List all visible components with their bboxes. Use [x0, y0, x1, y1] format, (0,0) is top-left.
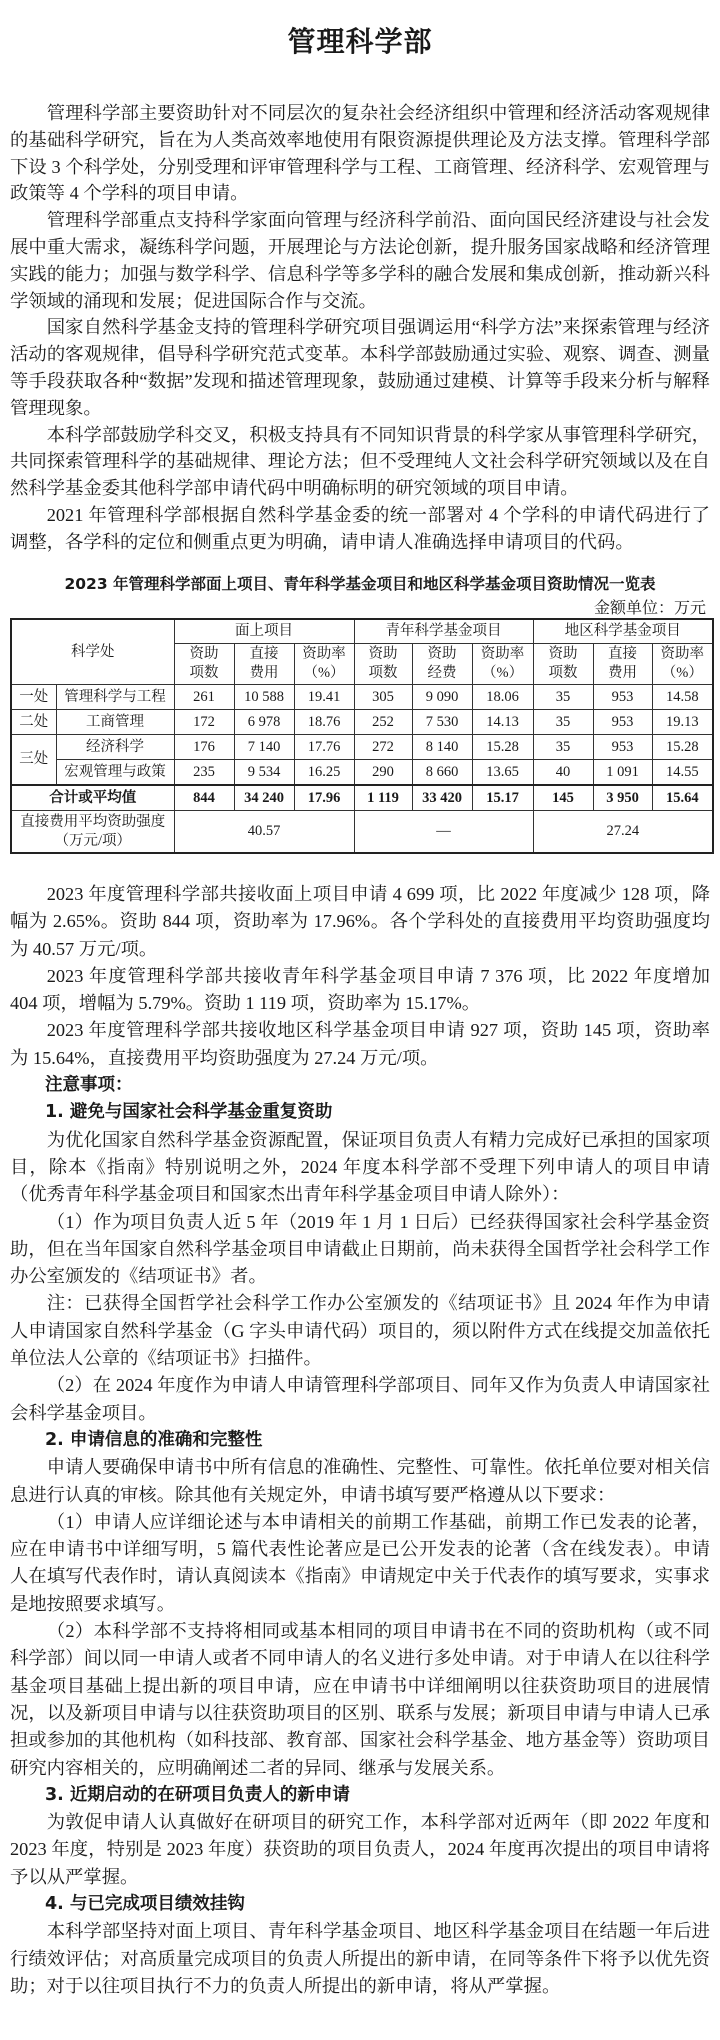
value-cell: 13.65: [472, 760, 533, 786]
total-cell: 17.96: [294, 785, 354, 811]
subheader-cell: 直接 费用: [593, 644, 652, 685]
intro-section: [10, 100, 710, 556]
total-cell: 34 240: [234, 785, 294, 811]
value-cell: 17.76: [294, 735, 354, 760]
body-paragraph: 注：已获得全国哲学社会科学工作办公室颁发的《结项证书》且 2024 年作为申请人申请国家自然科学基金（G 字头申请代码）项目的，须以附件方式在线提交加盖依托单位法人公章的《结项证书》扫描件。: [10, 1293, 710, 1369]
office-cell: 二处: [11, 710, 56, 735]
value-cell: 10 588: [234, 685, 294, 710]
value-cell: 18.76: [294, 710, 354, 735]
value-cell: 953: [593, 685, 652, 710]
value-cell: 35: [533, 735, 593, 760]
value-cell: 15.28: [652, 735, 713, 760]
value-cell: 19.13: [652, 710, 713, 735]
value-cell: 7 530: [412, 710, 472, 735]
table-total-row: [11, 785, 713, 811]
body-paragraph: 本科学部坚持对面上项目、青年科学基金项目、地区科学基金项目在结题一年后进行绩效评估；对高质量完成项目的负责人所提出的新申请，在同等条件下将予以优先资助；对于以往项目执行不力的负责人所提出的新申请，将从严掌握。: [10, 1921, 710, 1996]
value-cell: 35: [533, 685, 593, 710]
body-paragraph: 申请人要确保申请书中所有信息的准确性、完整性、可靠性。依托单位要对相关信息进行认真的审核。除其他有关规定外，申请书填写要严格遵从以下要求：: [10, 1457, 710, 1505]
value-cell: 7 140: [234, 735, 294, 760]
total-cell: 145: [533, 785, 593, 811]
value-cell: 953: [593, 710, 652, 735]
intensity-cell: —: [354, 811, 533, 854]
value-cell: 9 534: [234, 760, 294, 786]
body-section: [10, 881, 710, 2000]
body-paragraph: （1）申请人应详细论述与本申请相关的前期工作基础，前期工作已发表的论著，应在申请书中详细写明，5 篇代表性论著应是已公开发表的论著（含在线发表）。申请人在填写代表作时，请认真阅读本《指南》申请规定中关于代表作的填写要求，实事求是地按照要求填写。: [10, 1511, 710, 1614]
discipline-cell: 管理科学与工程: [56, 685, 174, 710]
value-cell: 9 090: [412, 685, 472, 710]
value-cell: 16.25: [294, 760, 354, 786]
value-cell: 14.58: [652, 685, 713, 710]
header-group: 地区科学基金项目: [533, 619, 713, 644]
value-cell: 252: [354, 710, 412, 735]
value-cell: 6 978: [234, 710, 294, 735]
table-title: 2023 年管理科学部面上项目、青年科学基金项目和地区科学基金项目资助情况一览表: [64, 575, 656, 593]
section-heading: 4. 与已完成项目绩效挂钩: [45, 1893, 245, 1914]
value-cell: 8 660: [412, 760, 472, 786]
intro-paragraph: 本科学部鼓励学科交叉，积极支持具有不同知识背景的科学家从事管理科学研究，共同探索管理科学的基础规律、理论方法；但不受理纯人文社会科学研究领域以及在自然科学基金委其他科学部申请代码中明确标明的研究领域的项目申请。: [10, 424, 710, 499]
intro-paragraph: 管理科学部主要资助针对不同层次的复杂社会经济组织中管理和经济活动客观规律的基础科学研究，旨在为人类高效率地使用有限资源提供理论及方法支撑。管理科学部下设 3 个科学处，分别受理和评审管理科学与工程、工商管理、经济科学、宏观管理与政策等 4 个学科的项目申请。: [10, 103, 710, 204]
total-cell: 15.17: [472, 785, 533, 811]
value-cell: 261: [174, 685, 234, 710]
subheader-cell: 资助率 （%）: [472, 644, 533, 685]
value-cell: 40: [533, 760, 593, 786]
value-cell: 272: [354, 735, 412, 760]
discipline-cell: 经济科学: [56, 735, 174, 760]
office-cell: 三处: [11, 735, 56, 786]
value-cell: 14.13: [472, 710, 533, 735]
body-paragraph: 2023 年度管理科学部共接收地区科学基金项目申请 927 项，资助 145 项，资助率为 15.64%，直接费用平均资助强度为 27.24 万元/项。: [10, 1020, 710, 1068]
table-row: [11, 735, 713, 760]
section-heading: 3. 近期启动的在研项目负责人的新申请: [45, 1784, 350, 1805]
subheader-cell: 资助 经费: [412, 644, 472, 685]
section-heading: 2. 申请信息的准确和完整性: [45, 1429, 263, 1450]
table-unit-label: 金额单位：万元: [593, 600, 706, 617]
table-header-row: [11, 619, 713, 644]
intro-paragraph: 国家自然科学基金支持的管理科学研究项目强调运用“科学方法”来探索管理与经济活动的客观规律，倡导科学研究范式变革。本科学部鼓励通过实验、观察、调查、测量等手段获取各种“数据”发现和描述管理现象，鼓励通过建模、计算等手段来分析与解释管理现象。: [10, 317, 710, 418]
value-cell: 15.28: [472, 735, 533, 760]
discipline-cell: 宏观管理与政策: [56, 760, 174, 786]
value-cell: 172: [174, 710, 234, 735]
page-title: 管理科学部: [287, 25, 433, 58]
table-row: [11, 685, 713, 710]
value-cell: 1 091: [593, 760, 652, 786]
body-paragraph: （1）作为项目负责人近 5 年（2019 年 1 月 1 日后）已经获得国家社会科学基金资助，但在当年国家自然科学基金项目申请截止日期前，尚未获得全国哲学社会科学工作办公室颁发的《结项证书》者。: [10, 1211, 710, 1287]
total-cell: 33 420: [412, 785, 472, 811]
subheader-cell: 资助 项数: [533, 644, 593, 685]
intensity-label: 直接费用平均资助强度 （万元/项）: [11, 811, 174, 854]
total-label: 合计或平均值: [11, 785, 174, 811]
header-group: 面上项目: [174, 619, 354, 644]
table-row: [11, 710, 713, 735]
subheader-cell: 资助 项数: [174, 644, 234, 685]
table-row: [11, 760, 713, 786]
total-cell: 3 950: [593, 785, 652, 811]
subheader-cell: 资助率 （%）: [652, 644, 713, 685]
table-intensity-row: [11, 811, 713, 854]
subheader-cell: 直接 费用: [234, 644, 294, 685]
office-cell: 一处: [11, 685, 56, 710]
body-paragraph: （2）在 2024 年度作为申请人申请管理科学部项目、同年又作为负责人申请国家社会科学基金项目。: [10, 1375, 710, 1423]
discipline-cell: 工商管理: [56, 710, 174, 735]
body-paragraph: 为敦促申请人认真做好在研项目的研究工作，本科学部对近两年（即 2022 年度和 2023 年度，特别是 2023 年度）获资助的项目负责人，2024 年度再次提出的项目申请将予以从严掌握。: [10, 1812, 710, 1887]
section-heading: 1. 避免与国家社会科学基金重复资助: [45, 1102, 333, 1123]
body-paragraph: 2023 年度管理科学部共接收面上项目申请 4 699 项，比 2022 年度减少 128 项，降幅为 2.65%。资助 844 项，资助率为 17.96%。各个学科处的直接费用平均资助强度均为 40.57 万元/项。: [10, 884, 710, 959]
value-cell: 8 140: [412, 735, 472, 760]
notes-heading: 注意事项：: [45, 1075, 133, 1096]
intensity-cell: 40.57: [174, 811, 354, 854]
value-cell: 35: [533, 710, 593, 735]
funding-table: [10, 618, 714, 854]
body-paragraph: 为优化国家自然科学基金资源配置，保证项目负责人有精力完成好已承担的国家项目，除本《指南》特别说明之外，2024 年度本科学部不受理下列申请人的项目申请（优秀青年科学基金项目和国家杰出青年科学基金项目申请人除外）：: [10, 1129, 710, 1205]
header-group: 青年科学基金项目: [354, 619, 533, 644]
value-cell: 305: [354, 685, 412, 710]
value-cell: 235: [174, 760, 234, 786]
value-cell: 18.06: [472, 685, 533, 710]
intro-paragraph: 2021 年管理科学部根据自然科学基金委的统一部署对 4 个学科的申请代码进行了调整，各学科的定位和侧重点更为明确，请申请人准确选择申请项目的代码。: [10, 504, 710, 552]
total-cell: 15.64: [652, 785, 713, 811]
value-cell: 176: [174, 735, 234, 760]
total-cell: 844: [174, 785, 234, 811]
value-cell: 19.41: [294, 685, 354, 710]
body-paragraph: （2）本科学部不支持将相同或基本相同的项目申请书在不同的资助机构（或不同科学部）间以同一申请人或者不同申请人的名义进行多处申请。对于申请人在以往科学基金项目基础上提出新的项目申请，应在申请书中详细阐明以往获资助项目的进展情况，以及新项目申请与以往获资助项目的区别、联系与发展；新项目申请与申请人已承担或参加的其他机构（如科技部、教育部、国家社会科学基金、地方基金等）资助项目研究内容相关的，应明确阐述二者的异同、继承与发展关系。: [10, 1621, 710, 1778]
intro-paragraph: 管理科学部重点支持科学家面向管理与经济科学前沿、面向国民经济建设与社会发展中重大需求，凝练科学问题，开展理论与方法论创新，提升服务国家战略和经济管理实践的能力；加强与数学科学、信息科学等多学科的融合发展和集成创新，推动新兴科学领域的涌现和发展；促进国际合作与交流。: [10, 210, 710, 311]
header-corner: 科学处: [11, 619, 174, 685]
intensity-cell: 27.24: [533, 811, 713, 854]
value-cell: 14.55: [652, 760, 713, 786]
value-cell: 290: [354, 760, 412, 786]
subheader-cell: 资助率 （%）: [294, 644, 354, 685]
body-paragraph: 2023 年度管理科学部共接收青年科学基金项目申请 7 376 项，比 2022 年度增加 404 项，增幅为 5.79%。资助 1 119 项，资助率为 15.17%。: [10, 965, 710, 1014]
value-cell: 953: [593, 735, 652, 760]
total-cell: 1 119: [354, 785, 412, 811]
subheader-cell: 资助 项数: [354, 644, 412, 685]
